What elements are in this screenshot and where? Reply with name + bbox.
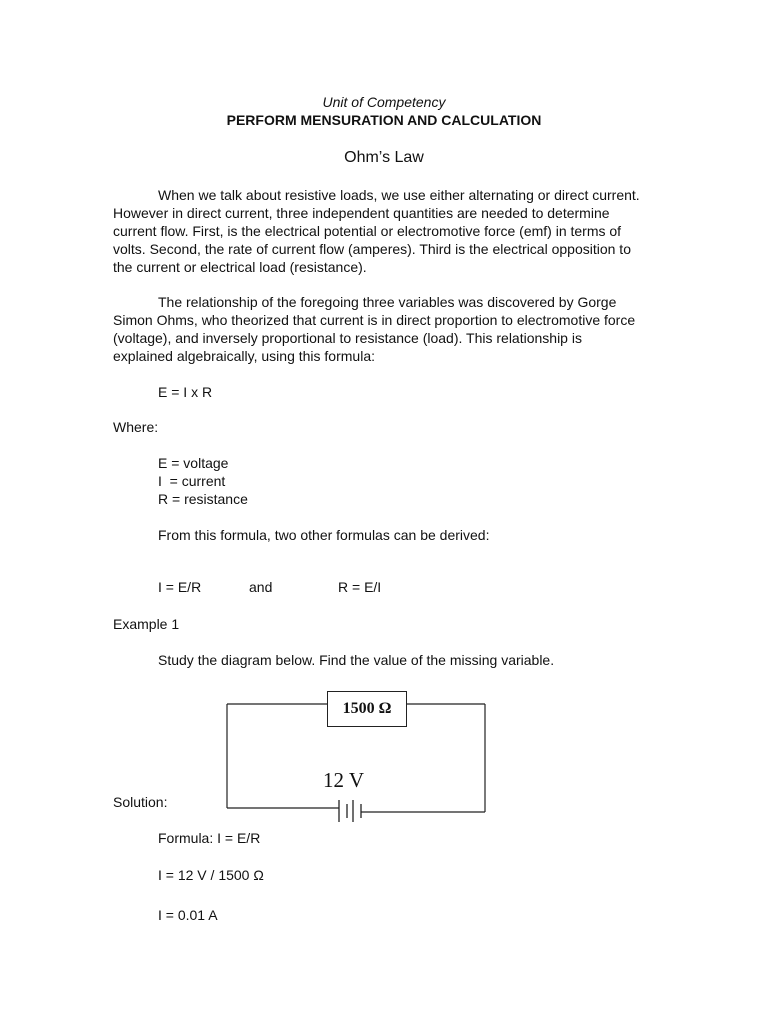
unit-label: Unit of Competency <box>322 94 446 110</box>
where-label: Where: <box>113 419 159 435</box>
solution-label: Solution: <box>113 794 168 810</box>
example-label: Example 1 <box>113 616 180 632</box>
solution-substitution: I = 12 V / 1500 Ω <box>158 867 264 883</box>
derived-formula-current: I = E/R <box>158 579 202 595</box>
solution-answer: I = 0.01 A <box>158 907 218 923</box>
section-title: Ohm’s Law <box>344 149 424 166</box>
definition-voltage: E = voltage <box>158 455 229 471</box>
voltage-label: 12 V <box>323 768 365 792</box>
definition-resistance: R = resistance <box>158 491 248 507</box>
unit-title: PERFORM MENSURATION AND CALCULATION <box>226 112 542 128</box>
resistor-box <box>327 691 407 727</box>
definition-current: I = current <box>158 473 226 489</box>
formula-main: E = I x R <box>158 384 213 400</box>
paragraph-intro-text: When we talk about resistive loads, we use either alternating or direct current. However in direct current, three independent quantities are needed to determine current flow. First, is the electrical potential or electromotive force (emf) in terms of volts. Second, the rate of current flow (amperes). Third is the electrical opposition to the current or electrical load (resistance). <box>113 187 640 275</box>
derived-connector: and <box>249 579 273 595</box>
battery-icon <box>339 800 361 822</box>
derived-formula-resistance: R = E/I <box>338 579 382 595</box>
paragraph-relationship-text: The relationship of the foregoing three variables was discovered by Gorge Simon Ohms, who theorized that current is in direct proportion to electromotive force (voltage), and inversely proportional to resistance (load). This relationship is explained algebraically, using this formula: <box>113 294 636 364</box>
derived-intro: From this formula, two other formulas can be derived: <box>158 527 490 543</box>
example-instruction: Study the diagram below. Find the value of the missing variable. <box>158 652 555 668</box>
resistor-label: 1500 Ω <box>342 700 392 717</box>
solution-formula: Formula: I = E/R <box>158 830 261 846</box>
